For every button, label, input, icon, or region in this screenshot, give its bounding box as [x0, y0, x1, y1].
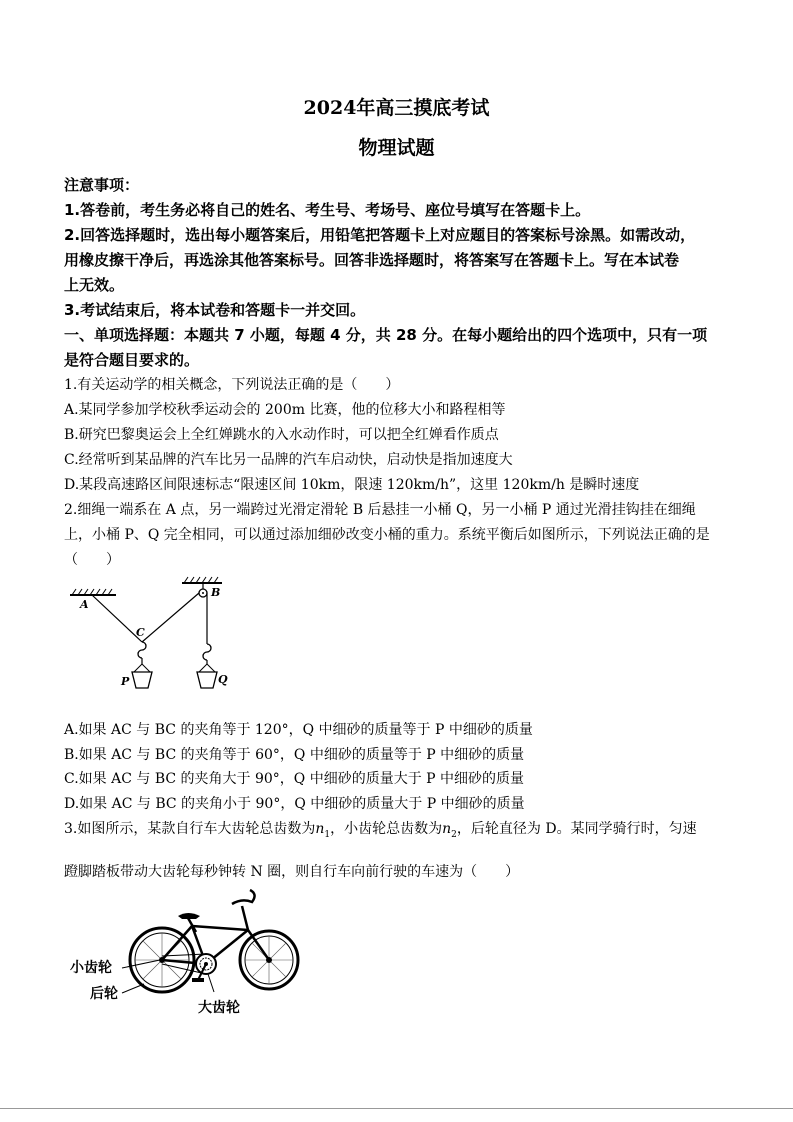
pulley-diagram-svg: [64, 572, 242, 704]
exam-title: 2024年高三摸底考试: [303, 97, 490, 119]
label-rear-wheel: 后轮: [90, 986, 118, 1002]
bucket-q: [197, 672, 217, 688]
label-big-gear: 大齿轮: [198, 1000, 240, 1016]
q3-stem-a: 3.如图所示，某款自行车大齿轮总齿数为: [64, 821, 316, 837]
q2-stem-line-3: （ ）: [64, 552, 120, 568]
q2-option-b: B.如果 AC 与 BC 的夹角等于 60°，Q 中细砂的质量等于 P 中细砂的质量: [64, 747, 525, 763]
label-p: P: [121, 675, 130, 688]
q1-option-b: B.研究巴黎奥运会上全红婵跳水的入水动作时，可以把全红婵看作质点: [64, 427, 499, 443]
notice-item-2-line-3: 上无效。: [64, 276, 125, 294]
seat: [178, 913, 200, 919]
label-q: Q: [218, 673, 228, 686]
q3-stem-b: ，小齿轮总齿数为: [330, 821, 443, 837]
handlebar: [232, 890, 255, 904]
label-b: B: [211, 586, 221, 599]
var-n1: n: [315, 821, 325, 837]
notice-item-1: 1.答卷前，考生务必将自己的姓名、考生号、考场号、座位号填写在答题卡上。: [64, 201, 591, 219]
pointer-rear-wheel: [122, 984, 144, 993]
q1-option-c: C.经常听到某品牌的汽车比另一品牌的汽车启动快，启动快是指加速度大: [64, 452, 513, 468]
q3-stem-line-1: [64, 818, 697, 840]
var-n2-sub: 2: [451, 829, 457, 840]
notice-item-3: 3.考试结束后，将本试卷和答题卡一并交回。: [64, 301, 366, 319]
q2-option-d: D.如果 AC 与 BC 的夹角小于 90°，Q 中细砂的质量大于 P 中细砂的质量: [64, 796, 525, 812]
var-n1-sub: 1: [324, 829, 331, 840]
pointer-big-gear: [208, 974, 214, 992]
label-a: A: [80, 598, 89, 611]
notice-item-2-line-1: 2.回答选择题时，选出每小题答案后，用铅笔把答题卡上对应题目的答案标号涂黑。如需改动，: [64, 226, 696, 244]
notice-item-2-line-2: 用橡皮擦干净后，再选涂其他答案标号。回答非选择题时，将答案写在答题卡上。写在本试卷: [64, 251, 680, 269]
rope-cb: [142, 593, 199, 642]
pointer-small-gear: [122, 960, 160, 968]
pulley-diagram: [64, 572, 242, 704]
bucket-p: [132, 672, 152, 688]
q1-stem: 1.有关运动学的相关概念，下列说法正确的是（ ）: [64, 377, 400, 393]
hook-p: [138, 642, 146, 658]
q1-option-a: A.某同学参加学校秋季运动会的 200m 比赛，他的位移大小和路程相等: [64, 402, 506, 418]
label-small-gear: 小齿轮: [70, 960, 112, 976]
exam-subject: 物理试题: [358, 137, 435, 159]
section-heading-line-2: 是符合题目要求的。: [64, 351, 200, 369]
q3-stem-line-2: 蹬脚踏板带动大齿轮每秒钟转 N 圈，则自行车向前行驶的车速为（ ）: [64, 864, 520, 880]
bicycle-diagram-svg: [64, 888, 300, 1018]
q2-option-c: C.如果 AC 与 BC 的夹角大于 90°，Q 中细砂的质量大于 P 中细砂的质量: [64, 771, 525, 787]
q2-option-a: A.如果 AC 与 BC 的夹角等于 120°，Q 中细砂的质量等于 P 中细砂的质量: [64, 722, 533, 738]
var-n2: n: [442, 821, 452, 837]
section-heading-line-1: 一、单项选择题：本题共 7 小题，每题 4 分，共 28 分。在每小题给出的四个选项中，只有一项: [64, 326, 708, 344]
q3-stem-c: ，后轮直径为 D。某同学骑行时，匀速: [456, 821, 697, 837]
q1-option-d: D.某段高速路区间限速标志“限速区间 10km，限速 120km/h”，这里 120km/h 是瞬时速度: [64, 477, 640, 493]
q2-stem-line-2: 上，小桶 P、Q 完全相同，可以通过添加细砂改变小桶的重力。系统平衡后如图所示，下列说法正确的是: [64, 527, 710, 543]
pedal: [192, 978, 204, 982]
q2-stem-line-1: 2.细绳一端系在 A 点，另一端跨过光滑定滑轮 B 后悬挂一小桶 Q，另一小桶 P 通过光滑挂钩挂在细绳: [64, 502, 696, 518]
rope-ac: [92, 595, 142, 642]
bicycle-diagram: [64, 888, 300, 1018]
ceiling-a: [70, 589, 116, 595]
ceiling-b: [182, 577, 222, 583]
hook-q: [203, 644, 211, 660]
label-c: C: [136, 626, 145, 639]
notice-heading: 注意事项：: [64, 176, 140, 194]
page-bottom-rule: [0, 1108, 793, 1109]
